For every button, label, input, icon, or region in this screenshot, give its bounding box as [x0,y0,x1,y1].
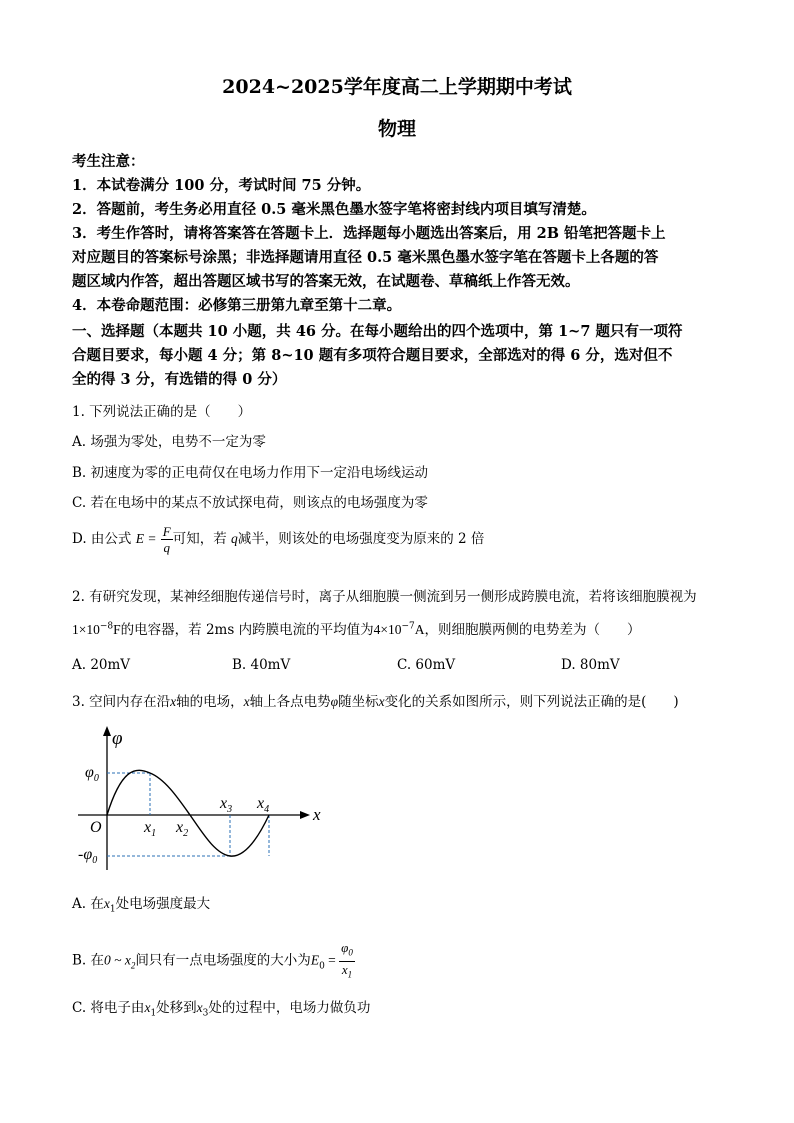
q3-stem-x1: x [170,694,177,709]
q3-b-lhs-sub: 0 [319,961,325,972]
q1-d-var: q [231,531,238,546]
q2-current-coef: 4×10 [373,622,402,637]
q2-capacitance-exp: −8 [99,621,114,632]
q3-c-post: 处的过程中，电场力做负功 [208,1000,371,1016]
q3-c-var2: x [196,1000,203,1015]
q3-stem-part2: 轴的电场， [176,694,244,710]
q1-d-lhs: E = [135,531,157,546]
section1-line3: 全的得 3 分，有选错的得 0 分） [72,371,287,388]
q3-potential-graph [70,722,340,872]
q3-stem-part5: 变化的关系如图所示，则下列说法正确的是( ) [384,694,679,710]
neg-phi0-symbol: -φ [78,846,93,863]
q3-option-a [72,892,210,915]
phi0-label [85,764,99,784]
q2-option-b: B. 40mV [232,657,291,673]
q2-capacitance-coef: 1×10 [72,622,100,637]
q3-c-mid: 处移到 [156,1000,197,1016]
notice-item-3-line3: 题区域内作答，超出答题区域书写的答案无效，在试题卷、草稿纸上作答无效。 [72,273,580,290]
phi-axis-arrow [103,726,111,736]
q3-b-range-sub: 2 [130,960,136,971]
q1-d-prefix: D. 由公式 [72,531,132,547]
q3-b-denominator: $x_1$ [341,961,353,980]
notice-item-2: 2．答题前，考生务必用直径 0.5 毫米黑色墨水签字笔将密封线内项目填写清楚。 [72,201,596,218]
q2-option-c: C. 60mV [397,657,456,673]
notice-item-3-line2: 对应题目的答案标号涂黑；非选择题请用直径 0.5 毫米黑色墨水签字笔在答题卡上各题的答 [72,249,659,266]
q2-end: ，则细胞膜两侧的电势差为（ ） [424,622,641,638]
q1-d-fraction [161,524,173,555]
q3-c-sub2: 3 [202,1008,209,1019]
q3-option-c [72,996,370,1019]
q3-option-b: B. 在0 ~ $x_2$间只有一点电场强度的大小为$E_0$ = $\frac{\varphi_0}{x_1}$ [72,940,355,982]
q3-b-fraction [339,940,355,982]
notice-item-1: 1．本试卷满分 100 分，考试时间 75 分钟。 [72,177,371,194]
q2-capacitance-unit: F [113,622,121,637]
q1-d-denominator: q [163,540,170,555]
q1-d-post: 减半，则该处的电场强度变为原来的 2 倍 [237,531,485,547]
x3-label: $x_3$ [220,795,233,815]
q3-stem [72,690,679,710]
phi-axis-label: φ [112,728,123,749]
notice-item-4: 4．本卷命题范围：必修第三册第九章至第十二章。 [72,297,402,314]
q2-current-exp: −7 [401,621,415,632]
q2-mid: 的电容器，若 2ms 内跨膜电流的平均值为 [120,622,374,638]
x1-label: $x_1$ [144,819,157,839]
q2-option-d: D. 80mV [561,657,620,673]
q3-b-range: 0 ~ x [104,952,131,968]
q2-current-unit: A [414,622,425,637]
x4-label: $x_4$ [257,795,270,815]
q1-option-d [72,524,484,555]
q3-b-prefix: B. 在 [72,952,105,969]
q1-option-b: B. 初速度为零的正电荷仅在电场力作用下一定沿电场线运动 [72,465,429,481]
q1-option-c: C. 若在电场中的某点不放试探电荷，则该点的电场强度为零 [72,495,428,511]
q1-d-mid: 可知，若 [172,531,227,547]
q3-stem-x2: x [243,694,250,709]
x-axis-label: x [313,805,321,824]
q3-stem-phi: φ [330,694,339,709]
q3-c-sub1: 1 [150,1008,157,1019]
q3-b-mid: 间只有一点电场强度的大小为 [135,952,311,969]
x-axis-arrow [300,811,310,819]
q3-a-prefix: A. 在 [72,896,104,912]
q3-c-prefix: C. 将电子由 [72,1000,145,1016]
q3-a-post: 处电场强度最大 [115,896,211,912]
exam-title: 2024~2025学年度高二上学期期中考试 [222,76,572,98]
q1-d-numerator: F [162,524,171,539]
q1-stem: 1. 下列说法正确的是（ ） [72,404,252,420]
q3-stem-part1: 3. 空间内存在沿 [72,694,171,710]
q3-stem-x3: x [378,694,385,709]
potential-curve [107,770,269,856]
q3-b-lhs: E [310,952,320,968]
q3-b-numerator: $\varphi_0$ [339,940,355,962]
q3-a-var: x [103,896,110,911]
q3-stem-part4: 随坐标 [338,694,379,710]
q2-option-a: A. 20mV [72,657,131,673]
q2-line1: 2. 有研究发现，某神经细胞传递信号时，离子从细胞膜一侧流到另一侧形成跨膜电流，若将该细胞膜视为 [72,589,697,605]
section1-line2: 合题目要求，每小题 4 分；第 8~10 题有多项符合题目要求，全部选对的得 6 分，选对但不 [72,347,673,364]
exam-subject: 物理 [377,118,416,140]
neg-phi0-subscript: 0 [92,855,98,866]
x2-label: $x_2$ [176,819,189,839]
q1-option-a: A. 场强为零处，电势不一定为零 [72,434,266,450]
phi0-subscript: 0 [93,773,99,784]
notice-item-3-line1: 3．考生作答时，请将答案答在答题卡上．选择题每小题选出答案后，用 2B 铅笔把答题卡上 [72,225,666,242]
origin-label: O [90,819,102,836]
q3-c-var1: x [144,1000,151,1015]
q3-a-sub: 1 [109,904,116,915]
phi0-symbol: φ [85,764,94,781]
neg-phi0-label [78,846,97,866]
q3-stem-part3: 轴上各点电势 [249,694,331,710]
q2-line2 [72,618,640,638]
notice-heading: 考生注意： [72,153,145,170]
section1-line1: 一、选择题（本题共 10 小题，共 46 分。在每小题给出的四个选项中，第 1~7 题只有一项符 [72,323,683,340]
